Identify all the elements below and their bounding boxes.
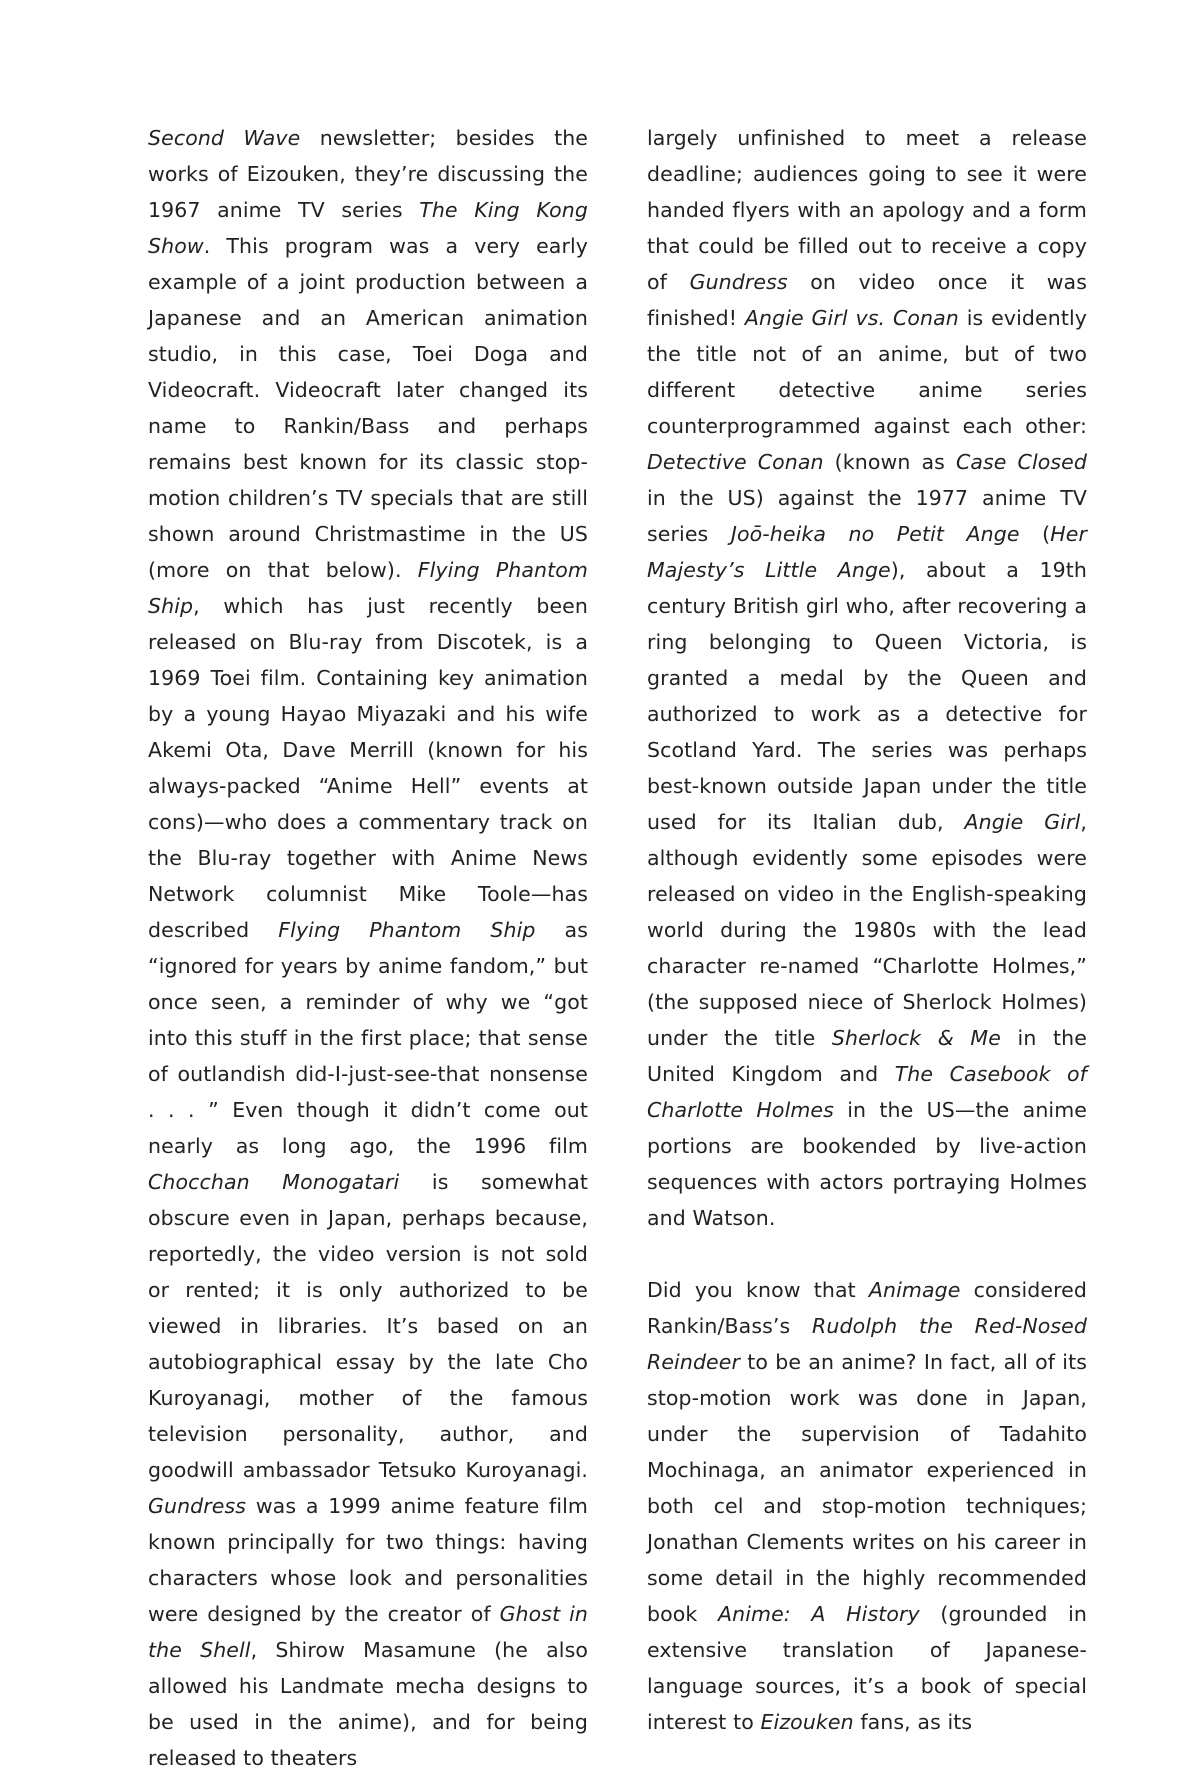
italic-title: Joō-heika no Petit Ange: [730, 522, 1020, 546]
italic-title: Rudolph the Red-Nosed Reindeer: [647, 1314, 1088, 1374]
italic-title: The King Kong Show: [148, 198, 588, 258]
italic-title: Angie Girl vs. Conan: [744, 306, 959, 330]
right-column: [647, 120, 1087, 1740]
body-paragraph: Second Wave newsletter; besides the works of Eizouken, they’re discussing the 1967 anime TV series The King Kong Show. This program was a very early example of a joint production between a Japanese and an American animation studio, in this case, Toei Doga and Videocraft. Videocraft later changed its name to Rankin/Bass and perhaps remains best known for its classic stop-motion children’s TV specials that are still shown around Christmastime in the US (more on that below). Flying Phantom Ship, which has just recently been released on Blu-ray from Discotek, is a 1969 Toei film. Containing key animation by a young Hayao Miyazaki and his wife Akemi Ota, Dave Merrill (known for his always-packed “Anime Hell” events at cons)—who does a commentary track on the Blu-ray together with Anime News Network columnist Mike Toole—has described Flying Phantom Ship as “ignored for years by anime fandom,” but once seen, a reminder of why we “got into this stuff in the first place; that sense of outlandish did-I-just-see-that nonsense . . . ” Even though it didn’t come out nearly as long ago, the 1996 film Chocchan Monogatari is somewhat obscure even in Japan, perhaps because, reportedly, the video version is not sold or rented; it is only authorized to be viewed in libraries. It’s based on an autobiographical essay by the late Cho Kuroyanagi, mother of the famous television personality, author, and goodwill ambassador Tetsuko Kuroyanagi. Gundress was a 1999 anime feature film known principally for two things: having characters whose look and personalities were designed by the creator of Ghost in the Shell, Shirow Masamune (he also allowed his Landmate mecha designs to be used in the anime), and for being released to theaters: [148, 126, 589, 1770]
italic-title: Gundress: [148, 1494, 247, 1518]
italic-title: Anime: A History: [718, 1602, 920, 1626]
italic-title: Sherlock & Me: [831, 1026, 1001, 1050]
italic-title: Eizouken: [760, 1710, 854, 1734]
italic-title: Animage: [868, 1278, 961, 1302]
italic-title: Gundress: [689, 270, 788, 294]
italic-title: The Casebook of Charlotte Holmes: [647, 1062, 1088, 1122]
italic-title: Case Closed: [955, 450, 1087, 474]
body-paragraph: largely unfinished to meet a release deadline; audiences going to see it were handed flyers with an apology and a form that could be filled out to receive a copy of Gundress on video once it was finished! Angie Girl vs. Conan is evidently the title not of an anime, but of two different detective anime series counterprogrammed against each other: Detective Conan (known as Case Closed in the US) against the 1977 anime TV series Joō-heika no Petit Ange (Her Majesty’s Little Ange), about a 19th century British girl who, after recovering a ring belonging to Queen Victoria, is granted a medal by the Queen and authorized to work as a detective for Scotland Yard. The series was perhaps best-known outside Japan under the title used for its Italian dub, Angie Girl, although evidently some episodes were released on video in the English-speaking world during the 1980s with the lead character re-named “Charlotte Holmes,” (the supposed niece of Sherlock Holmes) under the title Sherlock & Me in the United Kingdom and The Casebook of Charlotte Holmes in the US—the anime portions are bookended by live-action sequences with actors portraying Holmes and Watson.: [647, 126, 1088, 1230]
italic-title: Her Majesty’s Little Ange: [647, 522, 1087, 582]
italic-title: Angie Girl: [964, 810, 1081, 834]
italic-title: Detective Conan: [647, 450, 824, 474]
italic-title: Flying Phantom Ship: [148, 558, 588, 618]
italic-title: Second Wave: [148, 126, 301, 150]
italic-title: Flying Phantom Ship: [278, 918, 536, 942]
italic-title: Ghost in the Shell: [148, 1602, 588, 1662]
italic-title: Chocchan Monogatari: [148, 1170, 400, 1194]
body-paragraph: Did you know that Animage considered Rankin/Bass’s Rudolph the Red-Nosed Reindeer to be an anime? In fact, all of its stop-motion work was done in Japan, under the supervision of Tadahito Mochinaga, an animator experienced in both cel and stop-motion techniques; Jonathan Clements writes on his career in some detail in the highly recommended book Anime: A History (grounded in extensive translation of Japanese-language sources, it’s a book of special interest to Eizouken fans, as its: [647, 1278, 1088, 1734]
left-column: [148, 120, 588, 1776]
